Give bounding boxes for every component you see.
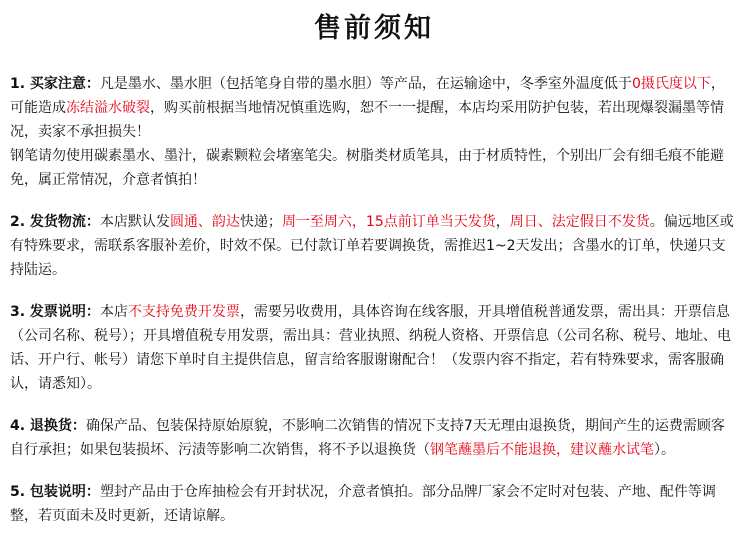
section-text: 本店默认发 [99,214,170,230]
highlight-text: 周日、法定假日不发货 [509,214,650,230]
returns-paragraph [10,414,738,462]
highlight-text: 不支持免费开发票 [127,304,240,320]
section-text: 确保产品、包装保持原始原貌，不影响二次销售的情况下支持7天无理由退换货，期间产生的运费需顾客自行承担；如果包装损坏、污渍等影响二次销售，将不予以退换货（ [10,418,725,458]
highlight-text: 冻结溢水破裂 [66,100,150,116]
pen-ink-paragraph: 钢笔请勿使用碳素墨水、墨汁，碳素颗粒会堵塞笔尖。树脂类材质笔具，由于材质特性，个别出厂会有细毛痕不能避免，属正常情况，介意者慎拍！ [10,148,724,188]
buyer-notice-paragraph [10,72,738,144]
section-text: ，购买前根据当地情况慎重选购，恕不一一提醒，本店均采用防护包装，若出现爆裂漏墨等情况，卖家不承担损失！ [10,100,724,140]
packaging-paragraph [10,480,738,528]
section-text: ）。 [654,442,675,458]
highlight-text: 周一至周六，15点前订单当天发货 [281,214,496,230]
section-text: 快递； [239,214,282,230]
section-text: ，可能造成 [10,76,725,116]
section-returns [10,414,738,462]
highlight-text: 圆通、韵达 [169,214,240,230]
section-text: 本店 [99,304,128,320]
section-label: 3. 发票说明： [10,304,100,320]
section-text: 。偏远地区或有特殊要求，需联系客服补差价，时效不保。已付款订单若要调换货，需推迟1~2天发出；含墨水的订单，快递只支持陆运。 [10,214,734,278]
section-text: ，需要另收费用，具体咨询在线客服，开具增值税普通发票，需出具：开票信息（公司名称、税号）；开具增值税专用发票，需出具：营业执照、纳税人资格、开票信息（公司名称、税号、地址、电话、开户行、帐号）请您下单时自主提供信息，留言给客服谢谢配合！（发票内容不指定，若有特殊要求，需客服确认，请悉知）。 [10,304,731,392]
section-buyer-notice [10,72,738,192]
invoice-paragraph [10,300,738,396]
page-title: 售前须知 [314,13,434,44]
highlight-text: 钢笔蘸墨后不能退换，建议蘸水试笔 [430,442,654,458]
section-text: 塑封产品由于仓库抽检会有开封状况，介意者慎拍。部分品牌厂家会不定时对包装、产地、配件等调整，若页面未及时更新，还请谅解。 [10,484,716,524]
section-label: 1. 买家注意： [10,76,100,92]
section-packaging [10,480,738,528]
section-text: ， [495,214,510,230]
shipping-paragraph [10,210,738,282]
section-label: 5. 包装说明： [10,484,100,500]
section-label: 2. 发货物流： [10,214,100,230]
highlight-text: 0摄氏度以下 [631,76,711,92]
section-invoice [10,300,738,396]
section-shipping [10,210,738,282]
section-text: 凡是墨水、墨水胆（包括笔身自带的墨水胆）等产品，在运输途中，冬季室外温度低于 [99,76,632,92]
section-label: 4. 退换货： [10,418,86,434]
